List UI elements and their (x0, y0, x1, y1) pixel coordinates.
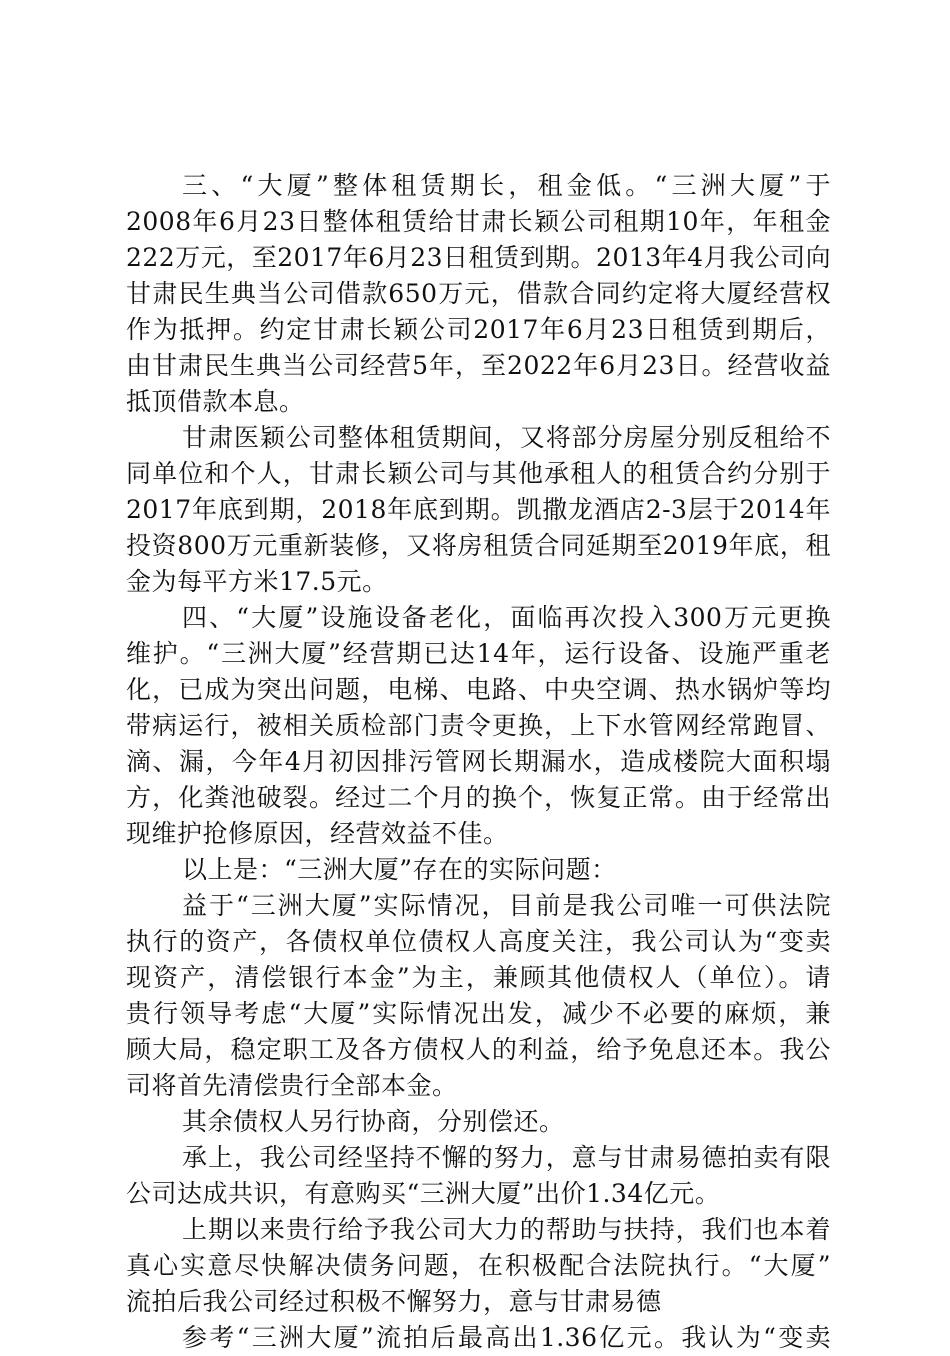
document-line: 滴、漏，今年4月初因排污管网长期漏水，造成楼院大面积塌 (126, 747, 831, 776)
document-line: 承上，我公司经坚持不懈的努力，意与甘肃易德拍卖有限 (182, 1143, 831, 1172)
document-line: 方，化粪池破裂。经过二个月的换个，恢复正常。由于经常出 (126, 783, 831, 812)
document-line: 贵行领导考虑“大厦”实际情况出发，减少不必要的麻烦，兼 (126, 999, 831, 1028)
document-line: 投资800万元重新装修，又将房租赁合同延期至2019年底，租 (126, 531, 831, 560)
document-line: 抵顶借款本息。 (126, 387, 305, 416)
document-line: 金为每平方米17.5元。 (126, 567, 388, 596)
document-line: 由甘肃民生典当公司经营5年，至2022年6月23日。经营收益 (126, 351, 831, 380)
document-line: 现资产，清偿银行本金”为主，兼顾其他债权人（单位）。请 (126, 963, 831, 992)
document-line: 化，已成为突出问题，电梯、电路、中央空调、热水锅炉等均 (126, 675, 831, 704)
document-line: 甘肃民生典当公司借款650万元，借款合同约定将大厦经营权 (126, 279, 831, 308)
document-line: 现维护抢修原因，经营效益不佳。 (126, 819, 509, 848)
document-line: 2008年6月23日整体租赁给甘肃长颖公司租期10年，年租金 (126, 207, 831, 236)
document-line: 参考“三洲大厦”流拍后最高出1.36亿元。我认为“变卖 (182, 1323, 831, 1352)
document-line: 以上是：“三洲大厦”存在的实际问题： (182, 855, 617, 884)
document-line: 益于“三洲大厦”实际情况，目前是我公司唯一可供法院 (182, 891, 831, 920)
document-line: 维护。“三洲大厦”经营期已达14年，运行设备、设施严重老 (126, 639, 831, 668)
document-line: 带病运行，被相关质检部门责令更换，上下水管网经常跑冒、 (126, 711, 831, 740)
document-line: 2017年底到期，2018年底到期。凯撒龙酒店2-3层于2014年 (126, 495, 831, 524)
document-line: 三、“大厦”整体租赁期长，租金低。“三洲大厦”于 (182, 171, 831, 200)
document-line: 222万元，至2017年6月23日租赁到期。2013年4月我公司向 (126, 243, 832, 272)
document-line: 真心实意尽快解决债务问题，在积极配合法院执行。“大厦” (126, 1251, 831, 1280)
document-line: 四、“大厦”设施设备老化，面临再次投入300万元更换 (182, 603, 831, 632)
document-line: 流拍后我公司经过积极不懈努力，意与甘肃易德 (126, 1287, 662, 1316)
document-body (126, 168, 831, 1356)
document-line: 顾大局，稳定职工及各方债权人的利益，给予免息还本。我公 (126, 1035, 831, 1064)
document-line: 执行的资产，各债权单位债权人高度关注，我公司认为“变卖 (126, 927, 831, 956)
document-line: 其余债权人另行协商，分别偿还。 (182, 1107, 565, 1136)
document-line: 公司达成共识，有意购买“三洲大厦”出价1.34亿元。 (126, 1179, 721, 1208)
document-line: 上期以来贵行给予我公司大力的帮助与扶持，我们也本着 (182, 1215, 831, 1244)
document-line: 同单位和个人，甘肃长颖公司与其他承租人的租赁合约分别于 (126, 459, 831, 488)
document-line: 甘肃医颖公司整体租赁期间，又将部分房屋分别反租给不 (182, 423, 831, 452)
document-line: 作为抵押。约定甘肃长颖公司2017年6月23日租赁到期后， (126, 315, 831, 344)
document-line: 司将首先清偿贵行全部本金。 (126, 1071, 458, 1100)
